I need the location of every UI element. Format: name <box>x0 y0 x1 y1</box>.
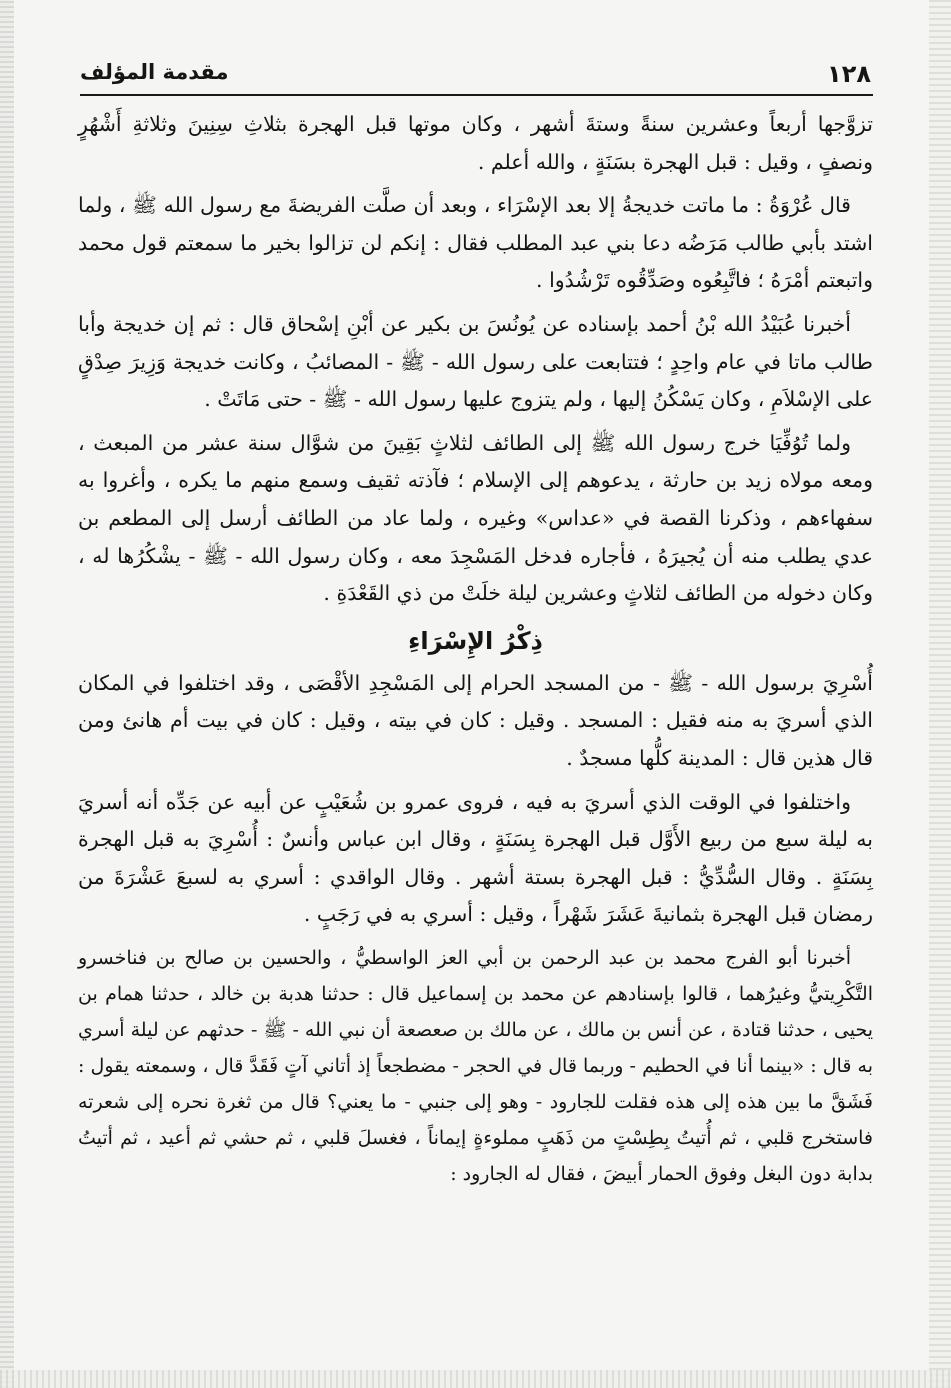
running-title: مقدمة المؤلف <box>80 60 229 84</box>
paragraph-4: ولما تُوُفِّيَا خرج رسول الله ﷺ إلى الطائف لثلاثٍ بَقِينَ من شوَّال سنة عشر من المبعث ، ومعه مولاه زيد بن حارثة ، يدعوهم إلى الإسلام ؛ فآذته ثقيف وسمع منهم ما يكره ، وأغروا به سفهاءهم ، وذكرنا القصة في «عداس» وغيره ، ولما عاد من الطائف أرسل إلى المطعم بن عدي يطلب منه أن يُجيرَهُ ، فأجاره فدخل المَسْجِدَ معه ، وكان رسول الله - ﷺ - يشْكُرُها له ، وكان دخوله من الطائف لثلاثٍ وعشرين ليلة خلَتْ من ذي القَعْدَةِ . <box>78 430 873 606</box>
header-rule <box>80 94 873 96</box>
page-header <box>80 58 871 96</box>
scan-edge-right <box>929 0 951 1388</box>
section-heading: ذِكْرُ الإِسْرَاءِ <box>408 626 543 655</box>
scan-edge-left <box>0 0 14 1388</box>
paragraph-1: تزوَّجها أربعاً وعشرين سنةً وستةَ أشهر ، وكان موتها قبل الهجرة بثلاثِ سِنِينَ وثلاثةِ أَشْهُرٍ ونصفٍ ، وقيل : قبل الهجرة بسَنَةٍ ، والله أعلم . <box>78 112 873 174</box>
paragraph-7: أخبرنا أبو الفرج محمد بن عبد الرحمن بن أبي العز الواسطيُّ ، والحسين بن صالح بن فناخسرو التَّكْرِيتيُّ وغيرُهما ، قالوا بإسنادهم عن محمد بن إسماعيل قال : حدثنا هدبة بن خالد ، حدثنا همام بن يحيى ، حدثنا قتادة ، عن أنس بن مالك ، عن مالك بن صعصعة أن نبي الله - ﷺ - حدثهم عن ليلة أسري به قال : «بينما أنا في الحطيم - وربما قال في الحجر - مضطجعاً إذ أتاني آتٍ فَقَدَّ قال ، وسمعته يقول : فَشَقَّ ما بين هذه إلى هذه فقلت للجارود - وهو إلى جنبي - ما يعني؟ قال من ثغرة نحره إلى شعرته فاستخرج قلبي ، ثم أُتيتُ بِطِسْتٍ من ذَهَبٍ مملوءةٍ إيماناً ، فغسلَ قلبي ، ثم حشي ثم أعيد ، ثم أتيتُ بدابة دون البغل وفوق الحمار أبيضَ ، فقال له الجارود : <box>78 946 873 1185</box>
page-number: ١٢٨ <box>827 60 871 88</box>
paragraph-3: أخبرنا عُبَيْدُ الله بْنُ أحمد بإسناده عن يُونُسَ بن بكير عن أبْنِ إسْحاق قال : ثم إن خديجة وأبا طالب ماتا في عام واحِدٍ ؛ فتتابعت على رسول الله - ﷺ - المصائبُ ، وكانت خديجة وَزِيرَ صِدْقٍ على الإسْلاَمِ ، وكان يَسْكُنُ إليها ، ولم يتزوج عليها رسول الله - ﷺ - حتى مَاتَتْ . <box>78 311 873 412</box>
scan-edge-bottom <box>0 1370 951 1388</box>
paragraph-5: أُسْرِيَ برسول الله - ﷺ - من المسجد الحرام إلى المَسْجِدِ الأقْصَى ، وقد اختلفوا في المكان الذي أسريَ به منه فقيل : المسجد . وقيل : كان في بيته ، وقيل : كان في بيت أم هانئ ومن قال هذين قال : المدينة كلُّها مسجدٌ . <box>78 670 873 770</box>
paragraph-2: قال عُرْوَةُ : ما ماتت خديجةُ إلا بعد الإسْرَاء ، وبعد أن صلَّت الفريضةَ مع رسول الله ﷺ ، ولما اشتد بأبي طالب مَرَضُه دعا بني عبد المطلب فقال : إنكم لن تزالوا بخير ما سمعتم قول محمد واتبعتم أمْرَهُ ؛ فاتَّبِعُوه وصَدِّقُوه تَرْشُدُوا . <box>78 193 873 293</box>
paragraph-6: واختلفوا في الوقت الذي أسريَ به فيه ، فروى عمرو بن شُعَيْبٍ عن أبيه عن جَدِّه أنه أسريَ به ليلة سبع من ربيع الأَوَّل قبل الهجرة بِسَنَةٍ ، وقال ابن عباس وأنسٌ : أُسْرِيَ به قبل الهجرة بِسَنَةٍ . وقال السُّدِّيُّ : قبل الهجرة بستة أشهر . وقال الواقدي : أسري به لسبعَ عَشْرَةَ من رمضان قبل الهجرة بثمانيةَ عَشَرَ شَهْراً ، وقيل : أسري به في رَجَبٍ . <box>78 789 873 927</box>
page-body <box>78 106 873 1198</box>
